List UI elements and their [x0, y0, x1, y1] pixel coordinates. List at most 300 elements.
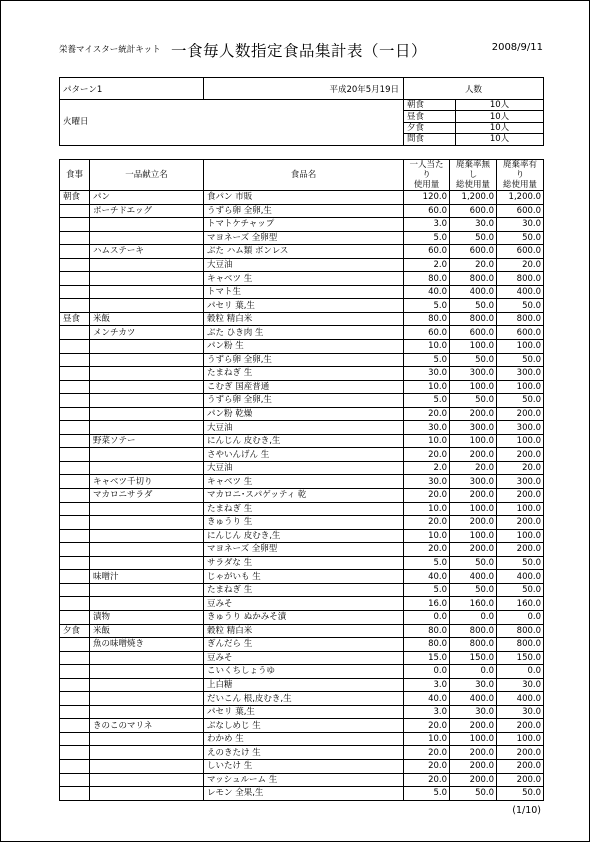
table-row	[60, 380, 544, 394]
page-number: (1/10)	[512, 805, 541, 816]
dish-cell	[90, 692, 204, 706]
meal-cell	[60, 218, 90, 232]
food-cell: にんじん 皮むき,生	[204, 529, 404, 543]
food-cell: トマト生	[204, 285, 404, 299]
per-person-cell: 60.0	[404, 245, 450, 259]
per-person-cell: 30.0	[404, 421, 450, 435]
with-waste-cell: 800.0	[497, 624, 544, 638]
food-cell: わかめ 生	[204, 732, 404, 746]
table-row	[60, 746, 544, 760]
meal-cell	[60, 516, 90, 530]
print-date: 2008/9/11	[491, 42, 543, 53]
table-row	[60, 516, 544, 530]
no-waste-cell: 30.0	[450, 218, 497, 232]
per-person-cell: 5.0	[404, 353, 450, 367]
with-waste-cell: 600.0	[497, 245, 544, 259]
no-waste-cell: 150.0	[450, 651, 497, 665]
meal-cell	[60, 340, 90, 354]
per-person-cell: 2.0	[404, 258, 450, 272]
dish-cell	[90, 394, 204, 408]
dish-cell	[90, 448, 204, 462]
table-row	[60, 204, 544, 218]
report-date: 平成20年5月19日	[204, 78, 404, 100]
table-row	[60, 597, 544, 611]
per-person-cell: 80.0	[404, 272, 450, 286]
food-cell: うずら卵 全卵,生	[204, 353, 404, 367]
meal-cell	[60, 299, 90, 313]
with-waste-cell: 30.0	[497, 705, 544, 719]
no-waste-cell: 200.0	[450, 516, 497, 530]
no-waste-cell: 200.0	[450, 489, 497, 503]
dish-cell	[90, 773, 204, 787]
table-row	[60, 258, 544, 272]
dish-cell	[90, 231, 204, 245]
per-person-cell: 5.0	[404, 231, 450, 245]
meal-cell	[60, 678, 90, 692]
per-person-cell: 2.0	[404, 461, 450, 475]
meal-cell	[60, 326, 90, 340]
food-cell: さやいんげん 生	[204, 448, 404, 462]
table-row	[60, 394, 544, 408]
with-waste-cell: 1,200.0	[497, 191, 544, 205]
food-cell: たまねぎ 生	[204, 583, 404, 597]
per-person-cell: 40.0	[404, 285, 450, 299]
food-cell: パン粉 生	[204, 340, 404, 354]
no-waste-cell: 50.0	[450, 394, 497, 408]
no-waste-cell: 50.0	[450, 231, 497, 245]
dish-cell	[90, 746, 204, 760]
per-person-cell: 20.0	[404, 746, 450, 760]
meal-cell	[60, 638, 90, 652]
meal-cell	[60, 597, 90, 611]
food-cell: マヨネーズ 全卵型	[204, 231, 404, 245]
meal-cell	[60, 367, 90, 381]
col-header-line: 総使用量	[502, 180, 537, 190]
with-waste-cell: 200.0	[497, 516, 544, 530]
meal-cell	[60, 719, 90, 733]
no-waste-cell: 800.0	[450, 638, 497, 652]
per-person-cell: 30.0	[404, 475, 450, 489]
meal-cell	[60, 705, 90, 719]
meal-cell	[60, 570, 90, 584]
per-person-cell: 10.0	[404, 502, 450, 516]
with-waste-cell: 200.0	[497, 448, 544, 462]
dish-cell: 米飯	[90, 312, 204, 326]
no-waste-cell: 200.0	[450, 773, 497, 787]
with-waste-cell: 0.0	[497, 665, 544, 679]
per-person-cell: 15.0	[404, 651, 450, 665]
col-header-no-waste	[450, 160, 497, 191]
no-waste-cell: 50.0	[450, 556, 497, 570]
no-waste-cell: 160.0	[450, 597, 497, 611]
no-waste-cell: 100.0	[450, 380, 497, 394]
with-waste-cell: 200.0	[497, 407, 544, 421]
with-waste-cell: 20.0	[497, 258, 544, 272]
meal-cell	[60, 258, 90, 272]
per-person-cell: 10.0	[404, 732, 450, 746]
dish-cell: ポーチドエッグ	[90, 204, 204, 218]
per-person-cell: 80.0	[404, 638, 450, 652]
dish-cell: 漬物	[90, 610, 204, 624]
per-person-cell: 5.0	[404, 299, 450, 313]
meal-cell	[60, 461, 90, 475]
per-person-cell: 10.0	[404, 434, 450, 448]
dish-cell: 野菜ソテー	[90, 434, 204, 448]
table-row	[60, 299, 544, 313]
with-waste-cell: 20.0	[497, 461, 544, 475]
food-cell: 上白糖	[204, 678, 404, 692]
dish-cell: パン	[90, 191, 204, 205]
with-waste-cell: 400.0	[497, 570, 544, 584]
meal-label: 昼食	[404, 111, 456, 122]
table-row	[60, 556, 544, 570]
meal-cell	[60, 583, 90, 597]
table-row	[60, 489, 544, 503]
table-row	[60, 787, 544, 801]
meal-cell	[60, 773, 90, 787]
table-row	[60, 692, 544, 706]
per-person-cell: 0.0	[404, 665, 450, 679]
no-waste-cell: 200.0	[450, 448, 497, 462]
food-cell: レモン 全果,生	[204, 787, 404, 801]
no-waste-cell: 300.0	[450, 367, 497, 381]
meal-cell	[60, 489, 90, 503]
meal-count: 10人	[456, 100, 544, 111]
table-row	[60, 665, 544, 679]
no-waste-cell: 200.0	[450, 746, 497, 760]
table-row	[60, 583, 544, 597]
per-person-cell: 5.0	[404, 394, 450, 408]
report-title: 一食毎人数指定食品集計表（一日）	[170, 42, 427, 60]
col-header-line: 使用量	[413, 180, 440, 190]
meal-cell: 朝食	[60, 191, 90, 205]
per-person-cell: 16.0	[404, 597, 450, 611]
meal-cell	[60, 231, 90, 245]
no-waste-cell: 200.0	[450, 719, 497, 733]
with-waste-cell: 50.0	[497, 787, 544, 801]
with-waste-cell: 50.0	[497, 231, 544, 245]
no-waste-cell: 100.0	[450, 502, 497, 516]
dish-cell	[90, 678, 204, 692]
per-person-cell: 3.0	[404, 678, 450, 692]
no-waste-cell: 100.0	[450, 529, 497, 543]
dish-cell	[90, 556, 204, 570]
per-person-cell: 40.0	[404, 692, 450, 706]
table-row	[60, 245, 544, 259]
per-person-cell: 40.0	[404, 570, 450, 584]
with-waste-cell: 400.0	[497, 285, 544, 299]
per-person-cell: 20.0	[404, 407, 450, 421]
no-waste-cell: 600.0	[450, 326, 497, 340]
table-row	[60, 475, 544, 489]
food-cell: だいこん 根,皮むき,生	[204, 692, 404, 706]
table-header-row	[60, 160, 544, 191]
per-person-cell: 60.0	[404, 326, 450, 340]
dish-cell	[90, 759, 204, 773]
no-waste-cell: 600.0	[450, 245, 497, 259]
meal-count: 10人	[456, 111, 544, 122]
meal-count: 10人	[456, 122, 544, 133]
food-cell: ぶた ハム類 ボンレス	[204, 245, 404, 259]
dish-cell	[90, 461, 204, 475]
table-row	[60, 353, 544, 367]
table-row	[60, 191, 544, 205]
food-cell: たまねぎ 生	[204, 502, 404, 516]
no-waste-cell: 50.0	[450, 299, 497, 313]
food-cell: パセリ 葉,生	[204, 299, 404, 313]
with-waste-cell: 200.0	[497, 719, 544, 733]
per-person-cell: 0.0	[404, 610, 450, 624]
dish-cell	[90, 285, 204, 299]
no-waste-cell: 400.0	[450, 692, 497, 706]
meal-cell	[60, 272, 90, 286]
dish-cell	[90, 218, 204, 232]
per-person-cell: 3.0	[404, 705, 450, 719]
dish-cell: 米飯	[90, 624, 204, 638]
meal-cell	[60, 651, 90, 665]
food-cell: しいたけ 生	[204, 759, 404, 773]
meal-cell	[60, 204, 90, 218]
food-cell: マッシュルーム 生	[204, 773, 404, 787]
with-waste-cell: 300.0	[497, 367, 544, 381]
no-waste-cell: 300.0	[450, 421, 497, 435]
food-cell: 大豆油	[204, 421, 404, 435]
meal-cell: 昼食	[60, 312, 90, 326]
meal-cell	[60, 787, 90, 801]
per-person-cell: 10.0	[404, 380, 450, 394]
no-waste-cell: 800.0	[450, 624, 497, 638]
with-waste-cell: 50.0	[497, 299, 544, 313]
meal-cell	[60, 421, 90, 435]
dish-cell	[90, 583, 204, 597]
dish-cell	[90, 272, 204, 286]
per-person-cell: 20.0	[404, 489, 450, 503]
dish-cell	[90, 299, 204, 313]
food-cell: えのきたけ 生	[204, 746, 404, 760]
with-waste-cell: 160.0	[497, 597, 544, 611]
per-person-cell: 20.0	[404, 448, 450, 462]
meal-cell	[60, 556, 90, 570]
no-waste-cell: 50.0	[450, 353, 497, 367]
dish-cell	[90, 543, 204, 557]
table-row	[60, 651, 544, 665]
per-person-cell: 20.0	[404, 543, 450, 557]
meal-count: 10人	[456, 134, 544, 145]
table-row	[60, 529, 544, 543]
food-cell: こむぎ 国産普通	[204, 380, 404, 394]
table-row	[60, 773, 544, 787]
dish-cell: 魚の味噌焼き	[90, 638, 204, 652]
meal-cell	[60, 285, 90, 299]
no-waste-cell: 50.0	[450, 787, 497, 801]
meal-cell	[60, 448, 90, 462]
dish-cell	[90, 529, 204, 543]
dish-cell	[90, 421, 204, 435]
no-waste-cell: 200.0	[450, 407, 497, 421]
with-waste-cell: 800.0	[497, 638, 544, 652]
no-waste-cell: 0.0	[450, 665, 497, 679]
food-cell: ぶた ひき肉 生	[204, 326, 404, 340]
dish-cell: キャベツ千切り	[90, 475, 204, 489]
dish-cell	[90, 651, 204, 665]
col-header-line: 総使用量	[455, 180, 490, 190]
no-waste-cell: 300.0	[450, 475, 497, 489]
per-person-cell: 30.0	[404, 367, 450, 381]
food-cell: トマトケチャップ	[204, 218, 404, 232]
per-person-cell: 10.0	[404, 340, 450, 354]
pattern-name: パターン1	[60, 78, 204, 100]
no-waste-cell: 800.0	[450, 272, 497, 286]
food-cell: マカロニ･スパゲッティ 乾	[204, 489, 404, 503]
meal-cell	[60, 665, 90, 679]
with-waste-cell: 100.0	[497, 434, 544, 448]
col-header-line: 廃棄率有り	[502, 160, 537, 180]
per-person-cell: 80.0	[404, 624, 450, 638]
with-waste-cell: 600.0	[497, 326, 544, 340]
dish-cell: きのこのマリネ	[90, 719, 204, 733]
with-waste-cell: 50.0	[497, 353, 544, 367]
weekday: 火曜日	[60, 100, 404, 146]
table-row	[60, 340, 544, 354]
table-row	[60, 218, 544, 232]
with-waste-cell: 200.0	[497, 773, 544, 787]
table-row	[60, 543, 544, 557]
dish-cell: メンチカツ	[90, 326, 204, 340]
no-waste-cell: 30.0	[450, 678, 497, 692]
dish-cell	[90, 380, 204, 394]
food-cell: マヨネーズ 全卵型	[204, 543, 404, 557]
with-waste-cell: 200.0	[497, 543, 544, 557]
meal-label: 夕食	[404, 122, 456, 133]
meal-cell	[60, 394, 90, 408]
food-cell: うずら卵 全卵,生	[204, 204, 404, 218]
no-waste-cell: 100.0	[450, 340, 497, 354]
dish-cell	[90, 258, 204, 272]
no-waste-cell: 30.0	[450, 705, 497, 719]
dish-cell	[90, 597, 204, 611]
meal-cell	[60, 746, 90, 760]
table-row	[60, 367, 544, 381]
dish-cell	[90, 516, 204, 530]
with-waste-cell: 150.0	[497, 651, 544, 665]
table-row	[60, 326, 544, 340]
table-row	[60, 312, 544, 326]
with-waste-cell: 50.0	[497, 583, 544, 597]
dish-cell	[90, 407, 204, 421]
meal-cell	[60, 692, 90, 706]
per-person-cell: 5.0	[404, 787, 450, 801]
food-cell: キャベツ 生	[204, 272, 404, 286]
no-waste-cell: 200.0	[450, 759, 497, 773]
no-waste-cell: 0.0	[450, 610, 497, 624]
no-waste-cell: 100.0	[450, 434, 497, 448]
meal-cell	[60, 353, 90, 367]
app-name: 栄養マイスター統計キット	[59, 45, 161, 55]
with-waste-cell: 200.0	[497, 489, 544, 503]
no-waste-cell: 400.0	[450, 570, 497, 584]
per-person-cell: 20.0	[404, 516, 450, 530]
food-cell: 穀粒 精白米	[204, 312, 404, 326]
table-row	[60, 285, 544, 299]
col-header-line: 廃棄率無し	[455, 160, 490, 180]
people-header: 人数	[404, 78, 544, 100]
summary-table	[59, 77, 544, 146]
per-person-cell: 60.0	[404, 204, 450, 218]
no-waste-cell: 100.0	[450, 732, 497, 746]
per-person-cell: 5.0	[404, 583, 450, 597]
col-header-meal: 食事	[60, 160, 90, 191]
food-cell: ぶなしめじ 生	[204, 719, 404, 733]
col-header-with-waste	[497, 160, 544, 191]
per-person-cell: 3.0	[404, 218, 450, 232]
no-waste-cell: 600.0	[450, 204, 497, 218]
with-waste-cell: 50.0	[497, 556, 544, 570]
table-row	[60, 231, 544, 245]
col-header-food: 食品名	[204, 160, 404, 191]
food-cell: パセリ 葉,生	[204, 705, 404, 719]
meal-cell	[60, 610, 90, 624]
meal-cell	[60, 529, 90, 543]
with-waste-cell: 300.0	[497, 475, 544, 489]
food-cell: キャベツ 生	[204, 475, 404, 489]
table-row	[60, 502, 544, 516]
no-waste-cell: 1,200.0	[450, 191, 497, 205]
with-waste-cell: 30.0	[497, 678, 544, 692]
with-waste-cell: 200.0	[497, 746, 544, 760]
with-waste-cell: 600.0	[497, 204, 544, 218]
per-person-cell: 80.0	[404, 312, 450, 326]
per-person-cell: 10.0	[404, 529, 450, 543]
food-cell: 豆みそ	[204, 651, 404, 665]
with-waste-cell: 100.0	[497, 340, 544, 354]
with-waste-cell: 100.0	[497, 380, 544, 394]
table-row	[60, 719, 544, 733]
food-cell: 大豆油	[204, 461, 404, 475]
meal-cell	[60, 543, 90, 557]
table-row	[60, 610, 544, 624]
food-cell: じゃがいも 生	[204, 570, 404, 584]
meal-cell	[60, 502, 90, 516]
table-row	[60, 678, 544, 692]
table-row	[60, 638, 544, 652]
table-row	[60, 461, 544, 475]
table-row	[60, 570, 544, 584]
table-row	[60, 421, 544, 435]
dish-cell: 味噌汁	[90, 570, 204, 584]
no-waste-cell: 20.0	[450, 258, 497, 272]
meal-cell	[60, 475, 90, 489]
table-row	[60, 732, 544, 746]
meal-cell	[60, 407, 90, 421]
with-waste-cell: 100.0	[497, 732, 544, 746]
meal-label: 朝食	[404, 100, 456, 111]
food-cell: ぎんだら 生	[204, 638, 404, 652]
per-person-cell: 5.0	[404, 556, 450, 570]
with-waste-cell: 100.0	[497, 529, 544, 543]
col-header-per-person	[404, 160, 450, 191]
table-row	[60, 624, 544, 638]
food-cell: 穀粒 精白米	[204, 624, 404, 638]
food-cell: きゅうり ぬかみそ漬	[204, 610, 404, 624]
with-waste-cell: 50.0	[497, 394, 544, 408]
food-cell: うずら卵 全卵,生	[204, 394, 404, 408]
meal-cell	[60, 759, 90, 773]
col-header-dish: 一品献立名	[90, 160, 204, 191]
dish-cell	[90, 353, 204, 367]
dish-cell	[90, 787, 204, 801]
food-cell: サラダな 生	[204, 556, 404, 570]
table-row	[60, 434, 544, 448]
